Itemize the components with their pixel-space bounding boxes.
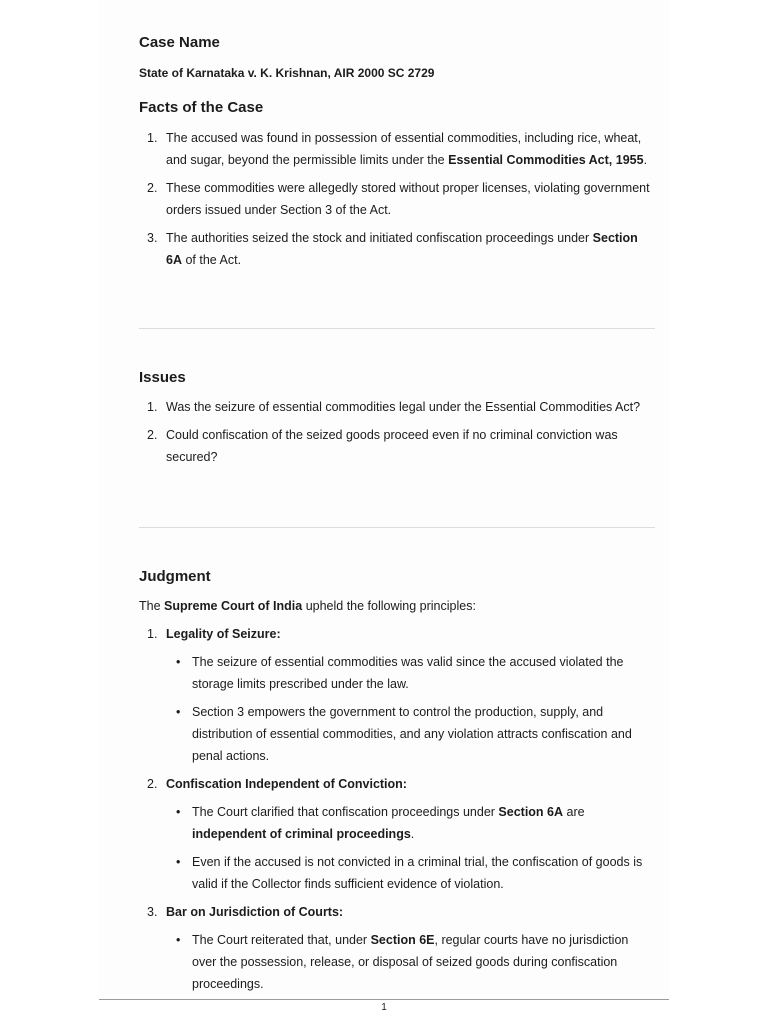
judgment-points-list	[139, 623, 654, 1001]
list-number: 3.	[147, 905, 158, 919]
bullet-icon: •	[176, 933, 181, 947]
list-item: 1. Was the seizure of essential commodities legal under the Essential Commodities Act?	[139, 396, 654, 418]
point-title: Bar on Jurisdiction of Courts:	[166, 905, 344, 919]
issues-heading: Issues	[139, 369, 186, 386]
facts-list	[139, 127, 654, 277]
page-number: 1	[381, 1002, 387, 1013]
bullet-list	[166, 801, 654, 895]
issues-list	[139, 396, 654, 474]
point-title: Confiscation Independent of Conviction:	[166, 777, 407, 791]
footer-rule	[99, 999, 669, 1000]
judgment-heading: Judgment	[139, 568, 211, 585]
bullet-item: • The Court reiterated that, under Section 6E, regular courts have no jurisdiction over the possession, release, or disposal of seized goods during confiscation proceedings.	[166, 929, 654, 995]
judgment-intro: The Supreme Court of India upheld the following principles:	[139, 599, 476, 613]
facts-heading: Facts of the Case	[139, 99, 264, 116]
bullet-icon: •	[176, 805, 181, 819]
bullet-icon: •	[176, 705, 181, 719]
point-title: Legality of Seizure:	[166, 627, 281, 641]
bullet-icon: •	[176, 855, 181, 869]
list-item: 2. Could confiscation of the seized goods proceed even if no criminal conviction was secured?	[139, 424, 654, 468]
list-item	[139, 773, 654, 895]
bullet-item: • Even if the accused is not convicted in a criminal trial, the confiscation of goods is valid if the Collector finds sufficient evidence of violation.	[166, 851, 654, 895]
section-divider	[139, 328, 655, 329]
list-number: 2.	[147, 181, 158, 195]
bullet-icon: •	[176, 655, 181, 669]
section-divider	[139, 527, 655, 528]
list-number: 1.	[147, 131, 158, 145]
list-number: 1.	[147, 400, 158, 414]
bullet-list	[166, 929, 654, 995]
bullet-item: • The seizure of essential commodities was valid since the accused violated the storage limits prescribed under the law.	[166, 651, 654, 695]
bullet-list	[166, 651, 654, 767]
list-number: 3.	[147, 231, 158, 245]
list-item: 3. The authorities seized the stock and initiated confiscation proceedings under Section 6A of the Act.	[139, 227, 654, 271]
bullet-item: • The Court clarified that confiscation proceedings under Section 6A are independent of criminal proceedings.	[166, 801, 654, 845]
list-item	[139, 623, 654, 767]
bullet-item: • Section 3 empowers the government to control the production, supply, and distribution of essential commodities, and any violation attracts confiscation and penal actions.	[166, 701, 654, 767]
list-item: 1. The accused was found in possession of essential commodities, including rice, wheat, and sugar, beyond the permissible limits under the Essential Commodities Act, 1955.	[139, 127, 654, 171]
list-number: 2.	[147, 428, 158, 442]
case-citation: State of Karnataka v. K. Krishnan, AIR 2000 SC 2729	[139, 66, 435, 80]
case-name-heading: Case Name	[139, 34, 220, 51]
list-number: 1.	[147, 627, 158, 641]
list-number: 2.	[147, 777, 158, 791]
list-item	[139, 901, 654, 995]
list-item: 2. These commodities were allegedly stored without proper licenses, violating government orders issued under Section 3 of the Act.	[139, 177, 654, 221]
